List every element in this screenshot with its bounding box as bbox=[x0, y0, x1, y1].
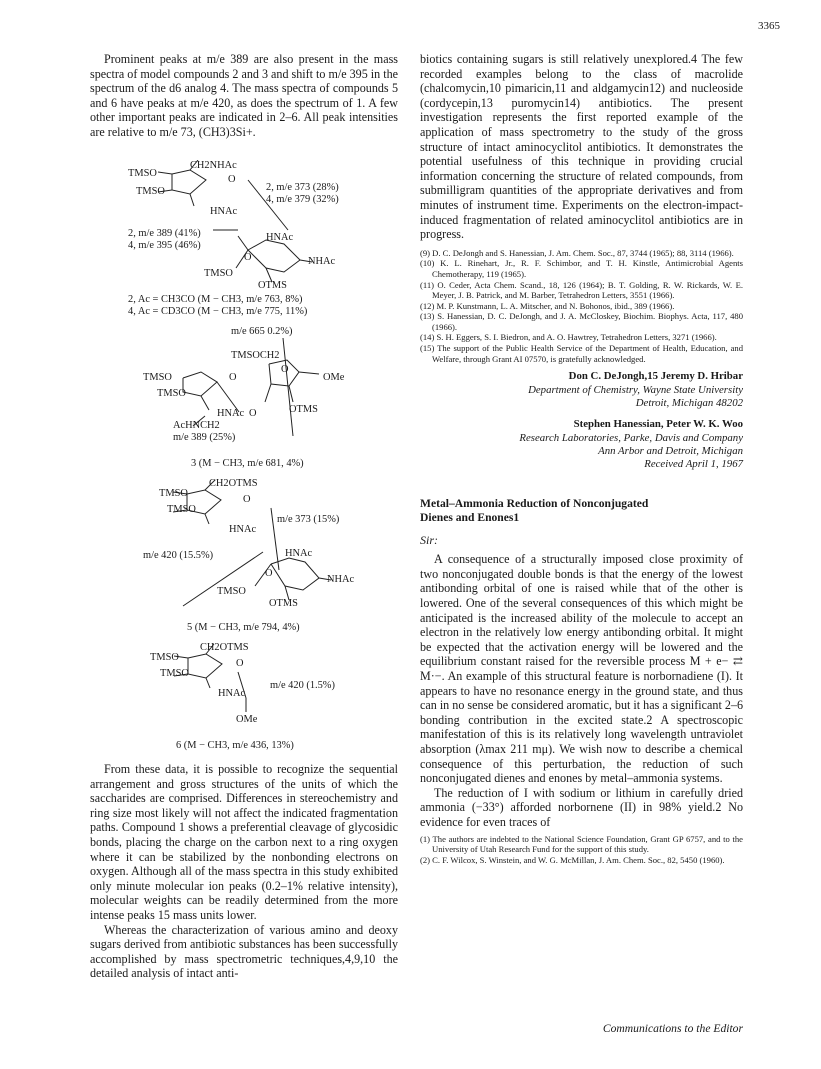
structure-caption: 3 (M − CH3, m/e 681, 4%) bbox=[191, 458, 304, 469]
label-ome: OMe bbox=[236, 714, 258, 725]
label-o: O bbox=[244, 252, 252, 263]
label-tmso: TMSO bbox=[204, 268, 233, 279]
label-nhac: NHAc bbox=[327, 574, 355, 585]
label-ome: OMe bbox=[323, 372, 345, 383]
peak-label: 2, m/e 389 (41%) bbox=[128, 228, 201, 239]
received-date: Received April 1, 1967 bbox=[644, 458, 743, 471]
reference-item: (12) M. P. Kunstmann, L. A. Mitscher, and N. Bohonos, ibid., 389 (1966). bbox=[420, 300, 675, 311]
article-title: Dienes and Enones1 bbox=[420, 511, 520, 525]
left-intro bbox=[90, 52, 398, 140]
footnote-item: (2) C. F. Wilcox, S. Winstein, and W. G. McMillan, J. Am. Chem. Soc., 82, 5450 (1960). bbox=[420, 854, 725, 865]
label-ch2nhac: CH2NHAc bbox=[190, 160, 237, 171]
author-line: Stephen Hanessian, Peter W. K. Woo bbox=[573, 418, 743, 431]
body-paragraph: A consequence of a structurally imposed close proximity of two nonconjugated double bonds is that the energy of the lowest antibonding orbital of one is raised while that of the other is lowered. One of the several consequences of this which might be anticipated is the increased ability of the molecule to accept an electron in the relatively low energy antibonding orbital. It might be expected that the activation energy will be lowered and the equilibrium constant raised for the reversible process M + e− ⇄ M·−. An example of this structural feature is norbornadiene (I). It appears to have no resonance energy in the ground state, and thus can in no sense be considered aromatic, but it has a significant 2–6 bonding contribution in the excited state.2 A spectroscopic manifestation of this is its relatively long wavelength untraviolet absorption (λmax 211 mμ). We wish now to describe a chemical consequence of this perturbation, the reduction of such nonconjugated dienes and enones by metal–ammonia systems. bbox=[420, 552, 743, 786]
body-paragraph: Whereas the characterization of various amino and deoxy sugars derived from antibiotic substances has been successfully accomplished by mass spectrometric techniques,4,9,10 the detailed analysis of intact anti- bbox=[90, 922, 398, 981]
reference-item: (9) D. C. DeJongh and S. Hanessian, J. Am. Chem. Soc., 87, 3744 (1965); 88, 3114 (1966). bbox=[420, 247, 734, 258]
label-otms: OTMS bbox=[269, 598, 298, 609]
label-hnac: HNAc bbox=[218, 688, 246, 699]
label-ch2otms: CH2OTMS bbox=[209, 478, 258, 489]
label-hnac: HNAc bbox=[266, 232, 294, 243]
label-tmso: TMSO bbox=[136, 186, 165, 197]
label-hnac: HNAc bbox=[210, 206, 238, 217]
peak-label: m/e 389 (25%) bbox=[173, 432, 236, 443]
label-tmso: TMSO bbox=[159, 488, 188, 499]
structure-caption: 6 (M − CH3, m/e 436, 13%) bbox=[176, 740, 294, 751]
label-hnac: HNAc bbox=[229, 524, 257, 535]
structure-2-4 bbox=[128, 160, 398, 320]
peak-label: 4, m/e 379 (32%) bbox=[266, 194, 339, 205]
structure-5 bbox=[143, 478, 393, 638]
label-hnac: HNAc bbox=[217, 408, 245, 419]
label-tmso: TMSO bbox=[143, 372, 172, 383]
footnote-list bbox=[420, 834, 743, 866]
peak-label: 2, m/e 373 (28%) bbox=[266, 182, 339, 193]
salutation: Sir: bbox=[420, 533, 438, 548]
affiliation: Detroit, Michigan 48202 bbox=[635, 397, 743, 410]
label-tmsoch2: TMSOCH2 bbox=[231, 350, 280, 361]
label-o: O bbox=[281, 364, 289, 375]
affiliation: Department of Chemistry, Wayne State University bbox=[528, 384, 743, 397]
label-tmso: TMSO bbox=[160, 668, 189, 679]
affiliation: Ann Arbor and Detroit, Michigan bbox=[598, 445, 743, 458]
label-otms: OTMS bbox=[289, 404, 318, 415]
label-tmso: TMSO bbox=[150, 652, 179, 663]
reference-list bbox=[420, 248, 743, 365]
body-paragraph: The reduction of I with sodium or lithium in carefully dried ammonia (−33°) afforded norbornene (II) in 98% yield.2 No evidence for even traces of bbox=[420, 785, 743, 829]
left-body bbox=[90, 762, 398, 981]
structure-3 bbox=[143, 326, 393, 474]
label-tmso: TMSO bbox=[128, 168, 157, 179]
reference-item: (10) K. L. Rinehart, Jr., R. F. Schimbor, and T. H. Kinstle, Antimicrobial Agents Chemotherapy, 119 (1965). bbox=[420, 258, 743, 279]
label-o: O bbox=[236, 658, 244, 669]
article-title: Metal–Ammonia Reduction of Nonconjugated bbox=[420, 497, 649, 511]
label-hnac: HNAc bbox=[285, 548, 313, 559]
page-footer: Communications to the Editor bbox=[602, 1022, 743, 1035]
peak-label: m/e 665 0.2%) bbox=[231, 326, 293, 337]
label-o: O bbox=[249, 408, 257, 419]
label-o: O bbox=[243, 494, 251, 505]
peak-label: m/e 420 (15.5%) bbox=[143, 550, 214, 561]
structure-6 bbox=[150, 642, 390, 758]
peak-label: m/e 373 (15%) bbox=[277, 514, 340, 525]
label-o: O bbox=[228, 174, 236, 185]
page-number: 3365 bbox=[758, 20, 780, 32]
label-o: O bbox=[265, 568, 273, 579]
reference-item: (14) S. H. Eggers, S. I. Biedron, and A. O. Hawtrey, Tetrahedron Letters, 3271 (1966). bbox=[420, 332, 717, 343]
peak-label: 4, m/e 395 (46%) bbox=[128, 240, 201, 251]
right-column bbox=[420, 52, 743, 865]
label-ch2otms: CH2OTMS bbox=[200, 642, 249, 653]
label-tmso: TMSO bbox=[217, 586, 246, 597]
label-tmso: TMSO bbox=[167, 504, 196, 515]
footnote-item: (1) The authors are indebted to the National Science Foundation, Grant GP 6757, and to the University of Utah Research Fund for the support of this study. bbox=[420, 833, 743, 855]
author-line: Don C. DeJongh,15 Jeremy D. Hribar bbox=[568, 370, 743, 383]
label-achnch2: AcHNCH2 bbox=[173, 420, 220, 431]
label-otms: OTMS bbox=[258, 280, 287, 291]
affiliation: Research Laboratories, Parke, Davis and Company bbox=[519, 432, 743, 445]
reference-item: (11) O. Ceder, Acta Chem. Scand., 18, 126 (1964); B. T. Golding, R. W. Rickards, W. E. Meyer, J. B. Patrick, and M. Barber, Tetrahedron Letters, 3551 (1966). bbox=[420, 279, 743, 301]
body-paragraph: biotics containing sugars is still relatively unexplored.4 The few recorded examples belong to the class of macrolide (chalcomycin,10 pimaricin,11 and aldgamycin12) and nucleoside (cordycepin,13 puromycin14) antibiotics. The present investigation represents the first reported example of the application of mass spectrometry to the study of the gross structure of intact aminocyclitol antibiotics. It demonstrates the potential usefulness of this technique in providing crucial information concerning the structure of related compounds, from submilligram quantities of the appropriate derivatives and from minutes of instrument time. Experiments on the electron-impact-induced fragmentation of related aminocyclitol antibiotics are in progress. bbox=[420, 52, 743, 242]
reference-item: (13) S. Hanessian, D. C. DeJongh, and J. A. McCloskey, Biochim. Biophys. Acta, 117, 480 (1966). bbox=[420, 311, 743, 332]
structure-caption: 2, Ac = CH3CO (M − CH3, m/e 763, 8%) bbox=[128, 294, 303, 305]
reference-item: (15) The support of the Public Health Service of the Department of Health, Education, and Welfare, through Grant AI 07570, is gratefully acknowledged. bbox=[420, 343, 743, 364]
intro-paragraph: Prominent peaks at m/e 389 are also present in the mass spectra of model compounds 2 and 3 and shift to m/e 395 in the spectrum of the d6 analog 4. The mass spectra of compounds 5 and 6 have peaks at m/e 420, as does the spectrum of 1. A few other important peaks are indicated in 2–6. All peak intensities are relative to m/e 73, (CH3)3Si+. bbox=[90, 52, 398, 139]
label-o: O bbox=[229, 372, 237, 383]
body-paragraph: From these data, it is possible to recognize the sequential arrangement and gross structures of the units of which the saccharides are comprised. Differences in stereochemistry and ring size most likely will not affect the indicated fragmentation paths. Compound 1 shows a preferential cleavage of glycosidic bonds, placing the charge on the carbon next to a ring oxygen where it can be stabilized by the nonbonding electrons on oxygen. Although all of the mass spectra in this study exhibited only minute molecular ion peaks (0.2–1% relative intensity), molecular weights can be readily determined from the more intense peaks 15 mass units lower. bbox=[90, 762, 398, 922]
label-tmso: TMSO bbox=[157, 388, 186, 399]
structure-caption: 4, Ac = CD3CO (M − CH3, m/e 775, 11%) bbox=[128, 306, 308, 317]
peak-label: m/e 420 (1.5%) bbox=[270, 680, 335, 691]
structure-caption: 5 (M − CH3, m/e 794, 4%) bbox=[187, 622, 300, 633]
structure-3-drawing bbox=[143, 326, 393, 474]
label-nhac: NHAc bbox=[308, 256, 336, 267]
